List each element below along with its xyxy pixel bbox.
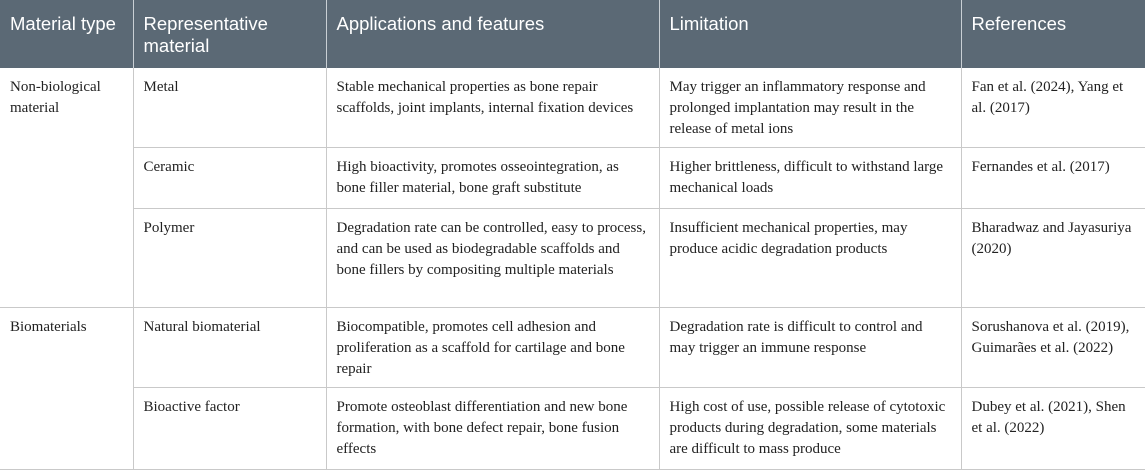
representative-material-cell: Polymer [133, 208, 326, 307]
material-type-cell: Biomaterials [0, 307, 133, 469]
header-material-type: Material type [0, 0, 133, 68]
limitation-cell: Insufficient mechanical properties, may produce acidic degradation products [659, 208, 961, 307]
references-cell: Dubey et al. (2021), Shen et al. (2022) [961, 387, 1145, 469]
table-row [0, 387, 1145, 469]
header-limitation: Limitation [659, 0, 961, 68]
references-cell: Bharadwaz and Jayasuriya (2020) [961, 208, 1145, 307]
references-cell: Sorushanova et al. (2019), Guimarães et al. (2022) [961, 307, 1145, 387]
header-references: References [971, 13, 1067, 34]
table-header [0, 0, 1145, 68]
applications-cell: Stable mechanical properties as bone repair scaffolds, joint implants, internal fixation devices [326, 68, 659, 147]
table-row [0, 307, 1145, 387]
applications-cell: Promote osteoblast differentiation and new bone formation, with bone defect repair, bone fusion effects [326, 387, 659, 469]
representative-material-cell: Bioactive factor [133, 387, 326, 469]
table-row [0, 208, 1145, 307]
material-type-cell: Non-biological material [0, 68, 133, 307]
representative-material-cell: Metal [133, 68, 326, 147]
header-applications-features: Applications and features [326, 0, 659, 68]
table-row [0, 68, 1145, 147]
applications-cell: Biocompatible, promotes cell adhesion and proliferation as a scaffold for cartilage and bone repair [326, 307, 659, 387]
references-cell: Fernandes et al. (2017) [961, 147, 1145, 208]
representative-material-cell: Natural biomaterial [133, 307, 326, 387]
references-cell: Fan et al. (2024), Yang et al. (2017) [961, 68, 1145, 147]
applications-cell: Degradation rate can be controlled, easy to process, and can be used as biodegradable scaffolds and bone fillers by compositing multiple materials [326, 208, 659, 307]
applications-cell: High bioactivity, promotes osseointegration, as bone filler material, bone graft substitute [326, 147, 659, 208]
header-row [0, 0, 1145, 68]
representative-material-cell: Ceramic [133, 147, 326, 208]
limitation-cell: Higher brittleness, difficult to withstand large mechanical loads [659, 147, 961, 208]
limitation-cell: Degradation rate is difficult to control and may trigger an immune response [659, 307, 961, 387]
table-row [0, 147, 1145, 208]
table-body [0, 68, 1145, 469]
limitation-cell: High cost of use, possible release of cytotoxic products during degradation, some materials are difficult to mass produce [659, 387, 961, 469]
limitation-cell: May trigger an inflammatory response and prolonged implantation may result in the release of metal ions [659, 68, 961, 147]
header-representative-material: Representative material [133, 0, 326, 68]
